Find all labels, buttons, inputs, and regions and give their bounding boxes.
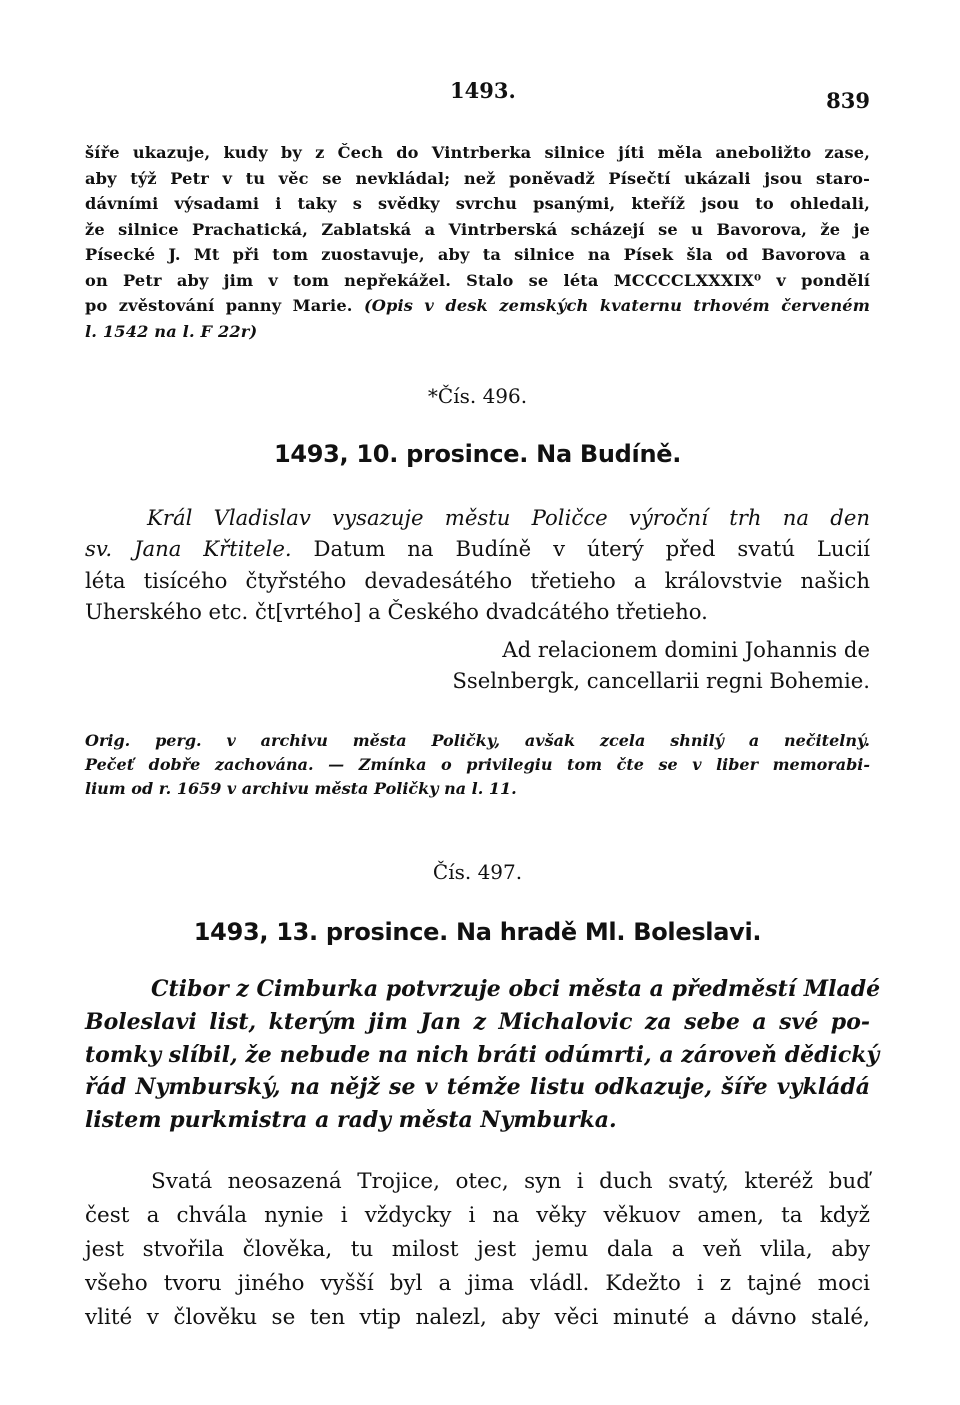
text-fragment: Datum na Budíně v úterý před svatú Lucií [291,536,870,562]
text-fragment: po zvěstování panny Marie. [85,296,364,315]
regest-line: Boleslavi list, kterým jim Jan z Michalovic za sebe a své po- [85,1008,870,1035]
source-reference: (Opis v desk zemských kvaternu trhovém červeném [363,296,870,315]
regest-line: tomky slíbil, že nebude na nich bráti odúmrti, a zároveň dědický [85,1041,880,1068]
text-line [85,533,870,564]
relatio-line: Sselnbergk, cancellarii regni Bohemie. [452,668,870,694]
running-year: 1493. [450,78,516,103]
text-line: jest stvořila člověka, tu milost jest jemu dala a veň vlila, aby [85,1237,870,1262]
document-date-place-497: 1493, 13. prosince. Na hradě Ml. Boleslavi. [193,918,762,946]
text-line: že silnice Prachatická, Zablatská a Vintrberská scházejí se u Bavorova, že je [85,219,870,239]
relatio-line: Ad relacionem domini Johannis de [502,637,870,662]
text-line: aby týž Petr v tu věc se nevkládal; než poněvadž Písečtí ukázali jsou staro- [85,168,870,188]
regest-line: listem purkmistra a rady města Nymburka. [85,1107,617,1134]
text-line: Uherského etc. čt[vrtého] a Českého dvadcátého třetieho. [85,598,708,624]
doc-497-text [85,1165,870,1335]
note-line: lium od r. 1659 v archivu města Poličky na l. 11. [85,779,517,798]
doc-496-archival-note [85,729,870,801]
text-line: dávními výsadami i taky s svědky svrchu psanými, kteříž jsou to ohledali, [85,194,870,213]
regest-fragment: sv. Jana Křtitele. [85,536,292,562]
relatio-note [350,634,870,697]
doc-496-body [85,502,870,627]
text-line: vlité v člověku se ten vtip nalezl, aby věci minuté a dávno stalé, [85,1305,870,1330]
note-line: Pečeť dobře zachována. — Zmínka o privilegiu tom čte se v liber memorabi- [85,755,870,774]
text-line: Svatá neosazená Trojice, otec, syn i duch svatý, kteréž buď [151,1169,870,1194]
document-number-496: *Čís. 496. [427,384,528,408]
text-line: šíře ukazuje, kudy by z Čech do Vintrberka silnice jíti měla aneboližto zase, [85,143,870,162]
text-line: léta tisícého čtyřstého devadesátého třetieho a královstvie našich [85,567,870,593]
text-line: Písecké J. Mt při tom zuostavuje, aby ta silnice na Písek šla od Bavorova a [85,245,870,264]
document-number-497: Čís. 497. [432,860,523,884]
text-line [85,293,870,319]
source-reference-line: l. 1542 na l. F 22r) [85,321,258,341]
page-number: 839 [826,88,870,113]
regest-line: řád Nymburský, na nějž se v témže listu odkazuje, šíře vykládá [85,1074,870,1101]
doc-497-regest [85,973,881,1137]
document-date-place-496: 1493, 10. prosince. Na Budíně. [273,440,682,468]
text-line: čest a chvála nynie i vždycky i na věky věkuov amen, ta když [85,1203,870,1228]
text-line: všeho tvoru jiného vyšší byl a jima vládl. Kdežto i z tajné moci [85,1271,870,1296]
doc-495-tail-text [85,140,870,344]
regest-line: Ctibor z Cimburka potvrzuje obci města a předměstí Mladé [151,976,881,1002]
note-line: Orig. perg. v archivu města Poličky, avšak zcela shnilý a nečitelný. [85,731,870,750]
text-line: on Petr aby jim v tom nepřekážel. Stalo se léta MCCCCLXXXIX⁰ v pondělí [85,270,870,290]
page-header [85,78,870,118]
regest-line: Král Vladislav vysazuje městu Poličce výroční trh na den [147,505,870,530]
